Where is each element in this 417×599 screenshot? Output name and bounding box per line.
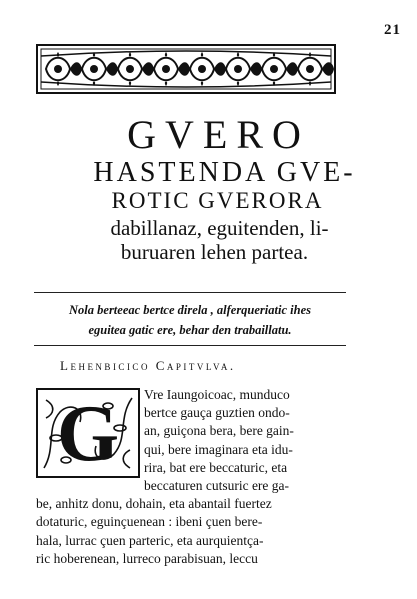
body-line: an, guiçona bera, bere gain- (144, 423, 294, 439)
body-line: ric hoberenean, lurreco parabisuan, leccu (36, 550, 258, 566)
title-line-3: ROTIC GVERORA (111, 188, 324, 213)
epigraph-line-2: eguitea gatic ere, behar den trabaillatu. (88, 323, 292, 337)
epigraph-line-1: Nola berteeac bertce direla , alferqueriatic ihes (69, 303, 311, 317)
body-line: rira, bat ere beccaturic, eta (144, 459, 288, 475)
title-line-1: GVERO (127, 112, 310, 157)
chapter-heading: Lehenbicico Capitvlva. (60, 358, 236, 373)
epigraph (40, 300, 340, 340)
body-line: beccaturen cutsuric ere ga- (144, 478, 290, 494)
body-line: dotaturic, eguinçuenean : ibeni çuen bere- (36, 514, 263, 530)
bottom-divider (34, 345, 346, 346)
body-line: be, anhitz donu, dohain, eta abantail fuertez (36, 496, 272, 512)
title-line-4: dabillanaz, eguitenden, li- (110, 216, 329, 240)
title-line-5: buruaren lehen partea. (120, 240, 309, 264)
body-line: qui, bere imaginara eta idu- (144, 441, 293, 457)
body-text (36, 386, 336, 568)
page-number: 21 (384, 22, 401, 38)
ornamental-headpiece (36, 44, 336, 94)
body-line: hala, lurrac çuen parteric, eta aurquientça- (36, 532, 264, 548)
body-line: bertce gauça guztien ondo- (144, 405, 290, 421)
body-line: Vre Iaungoicoac, munduco (144, 387, 290, 402)
initial-letter: G (56, 390, 120, 478)
title-line-2: HASTENDA GVE- (93, 157, 356, 188)
title-block (0, 114, 417, 264)
top-divider (34, 292, 346, 293)
